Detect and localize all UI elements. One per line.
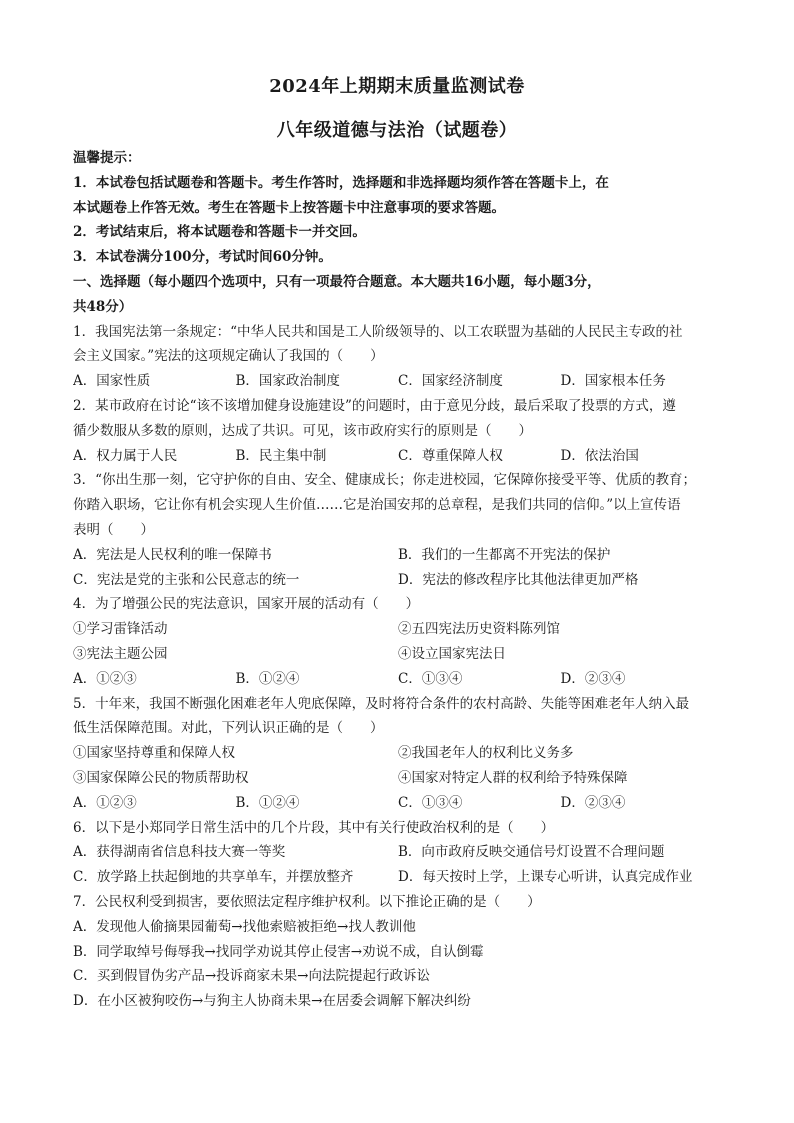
tip-1b: 本试题卷上作答无效。考生在答题卡上按答题卡中注意事项的要求答题。 <box>73 199 505 216</box>
q2-option-d: D．依法治国 <box>560 447 639 464</box>
exam-body <box>73 146 723 1014</box>
q2-stem-a: 2．某市政府在讨论“该不该增加健身设施建设”的问题时，由于意见分歧，最后采取了投票的方式，遵 <box>73 397 676 414</box>
q2-option-c: C．尊重保障人权 <box>398 447 503 464</box>
q7-stem-a: 7．公民权利受到损害，要依照法定程序维护权利。以下推论正确的是（ ） <box>73 893 541 910</box>
q5-option-b: B．①②④ <box>235 794 300 811</box>
q7-option-a: A．发现他人偷摘果园葡萄→找他索赔被拒绝→找人教训他 <box>73 918 416 935</box>
q1-option-a: A．国家性质 <box>73 373 151 390</box>
q2-options <box>73 444 723 469</box>
section-heading-b: 共48分） <box>73 298 133 315</box>
q7-option-c: C．买到假冒伪劣产品→投诉商家未果→向法院提起行政诉讼 <box>73 968 430 985</box>
q1-option-b: B．国家政治制度 <box>235 373 340 390</box>
section-heading-a: 一、选择题（每小题四个选项中，只有一项最符合题意。本大题共16小题，每小题3分， <box>73 273 601 290</box>
q5-item-1: ①国家坚持尊重和保障人权 <box>73 745 235 762</box>
q4-item-3: ③宪法主题公园 <box>73 645 168 662</box>
q4-item-1: ①学习雷锋活动 <box>73 621 168 638</box>
q1-stem-b: 会主义国家。”宪法的这项规定确认了我国的（ ） <box>73 348 384 365</box>
q4-option-a: A．①②③ <box>73 670 137 687</box>
q2-stem-b: 循少数服从多数的原则，达成了共识。可见，该市政府实行的原则是（ ） <box>73 422 532 439</box>
tip-1a: 1．本试卷包括试题卷和答题卡。考生作答时，选择题和非选择题均须作答在答题卡上，在 <box>73 174 609 191</box>
q4-items-34 <box>73 642 723 667</box>
tips-heading: 温馨提示： <box>73 150 141 166</box>
q4-option-d: D．②③④ <box>560 670 626 687</box>
q1-option-c: C．国家经济制度 <box>398 373 503 390</box>
q4-option-c: C．①③④ <box>398 670 463 687</box>
tip-3: 3．本试卷满分100分，考试时间60分钟。 <box>73 249 332 266</box>
q6-option-a: A．获得湖南省信息科技大赛一等奖 <box>73 844 286 861</box>
q1-options <box>73 369 723 394</box>
tip-2: 2．考试结束后，将本试题卷和答题卡一并交回。 <box>73 224 366 241</box>
q3-options-cd <box>73 568 723 593</box>
q3-option-b: B．我们的一生都离不开宪法的保护 <box>398 546 611 563</box>
q6-options-ab <box>73 840 723 865</box>
q7-option-b: B．同学取绰号侮辱我→找同学劝说其停止侵害→劝说不成，自认倒霉 <box>73 943 484 960</box>
q6-option-d: D．每天按时上学，上课专心听讲，认真完成作业 <box>398 869 693 886</box>
q5-option-d: D．②③④ <box>560 794 626 811</box>
exam-title: 2024年上期期末质量监测试卷 <box>269 76 525 97</box>
q6-stem-a: 6．以下是小郑同学日常生活中的几个片段，其中有关行使政治权利的是（ ） <box>73 819 555 836</box>
q5-stem-b: 低生活保障范围。对此，下列认识正确的是（ ） <box>73 720 384 737</box>
q2-option-b: B．民主集中制 <box>235 447 327 464</box>
q1-option-d: D．国家根本任务 <box>560 373 666 390</box>
exam-subtitle: 八年级道德与法治（试题卷） <box>276 120 518 141</box>
q5-stem-a: 5．十年来，我国不断强化困难老年人兜底保障，及时将符合条件的农村高龄、失能等困难老年人纳入最 <box>73 695 690 712</box>
q5-options <box>73 791 723 816</box>
q3-stem-c: 表明（ ） <box>73 521 154 538</box>
q4-stem-a: 4．为了增强公民的宪法意识，国家开展的活动有（ ） <box>73 596 420 613</box>
q4-item-2: ②五四宪法历史资料陈列馆 <box>398 621 560 638</box>
q4-items-12 <box>73 617 723 642</box>
q3-stem-b: 你踏入职场，它让你有机会实现人生价值……它是治国安邦的总章程，是我们共同的信仰。”以上宣传语 <box>73 497 681 514</box>
q6-options-cd <box>73 865 723 890</box>
q5-option-c: C．①③④ <box>398 794 463 811</box>
q4-option-b: B．①②④ <box>235 670 300 687</box>
q5-item-3: ③国家保障公民的物质帮助权 <box>73 769 249 786</box>
q4-options <box>73 667 723 692</box>
q3-stem-a: 3．“你出生那一刻，它守护你的自由、安全、健康成长；你走进校园，它保障你接受平等、优质的教育； <box>73 472 696 489</box>
q7-option-d: D．在小区被狗咬伤→与狗主人协商未果→在居委会调解下解决纠纷 <box>73 993 471 1010</box>
q3-options-ab <box>73 543 723 568</box>
q5-item-4: ④国家对特定人群的权利给予特殊保障 <box>398 769 628 786</box>
q5-item-2: ②我国老年人的权利比义务多 <box>398 745 574 762</box>
q5-option-a: A．①②③ <box>73 794 137 811</box>
q5-items-34 <box>73 766 723 791</box>
q3-option-d: D．宪法的修改程序比其他法律更加严格 <box>398 571 639 588</box>
q2-option-a: A．权力属于人民 <box>73 447 178 464</box>
q5-items-12 <box>73 741 723 766</box>
q1-stem-a: 1．我国宪法第一条规定：“中华人民共和国是工人阶级领导的、以工农联盟为基础的人民民主专政的社 <box>73 323 683 340</box>
q3-option-a: A．宪法是人民权利的唯一保障书 <box>73 546 272 563</box>
q6-option-b: B．向市政府反映交通信号灯设置不合理问题 <box>398 844 665 861</box>
q3-option-c: C．宪法是党的主张和公民意志的统一 <box>73 571 300 588</box>
q6-option-c: C．放学路上扶起倒地的共享单车，并摆放整齐 <box>73 869 354 886</box>
q4-item-4: ④设立国家宪法日 <box>398 645 506 662</box>
